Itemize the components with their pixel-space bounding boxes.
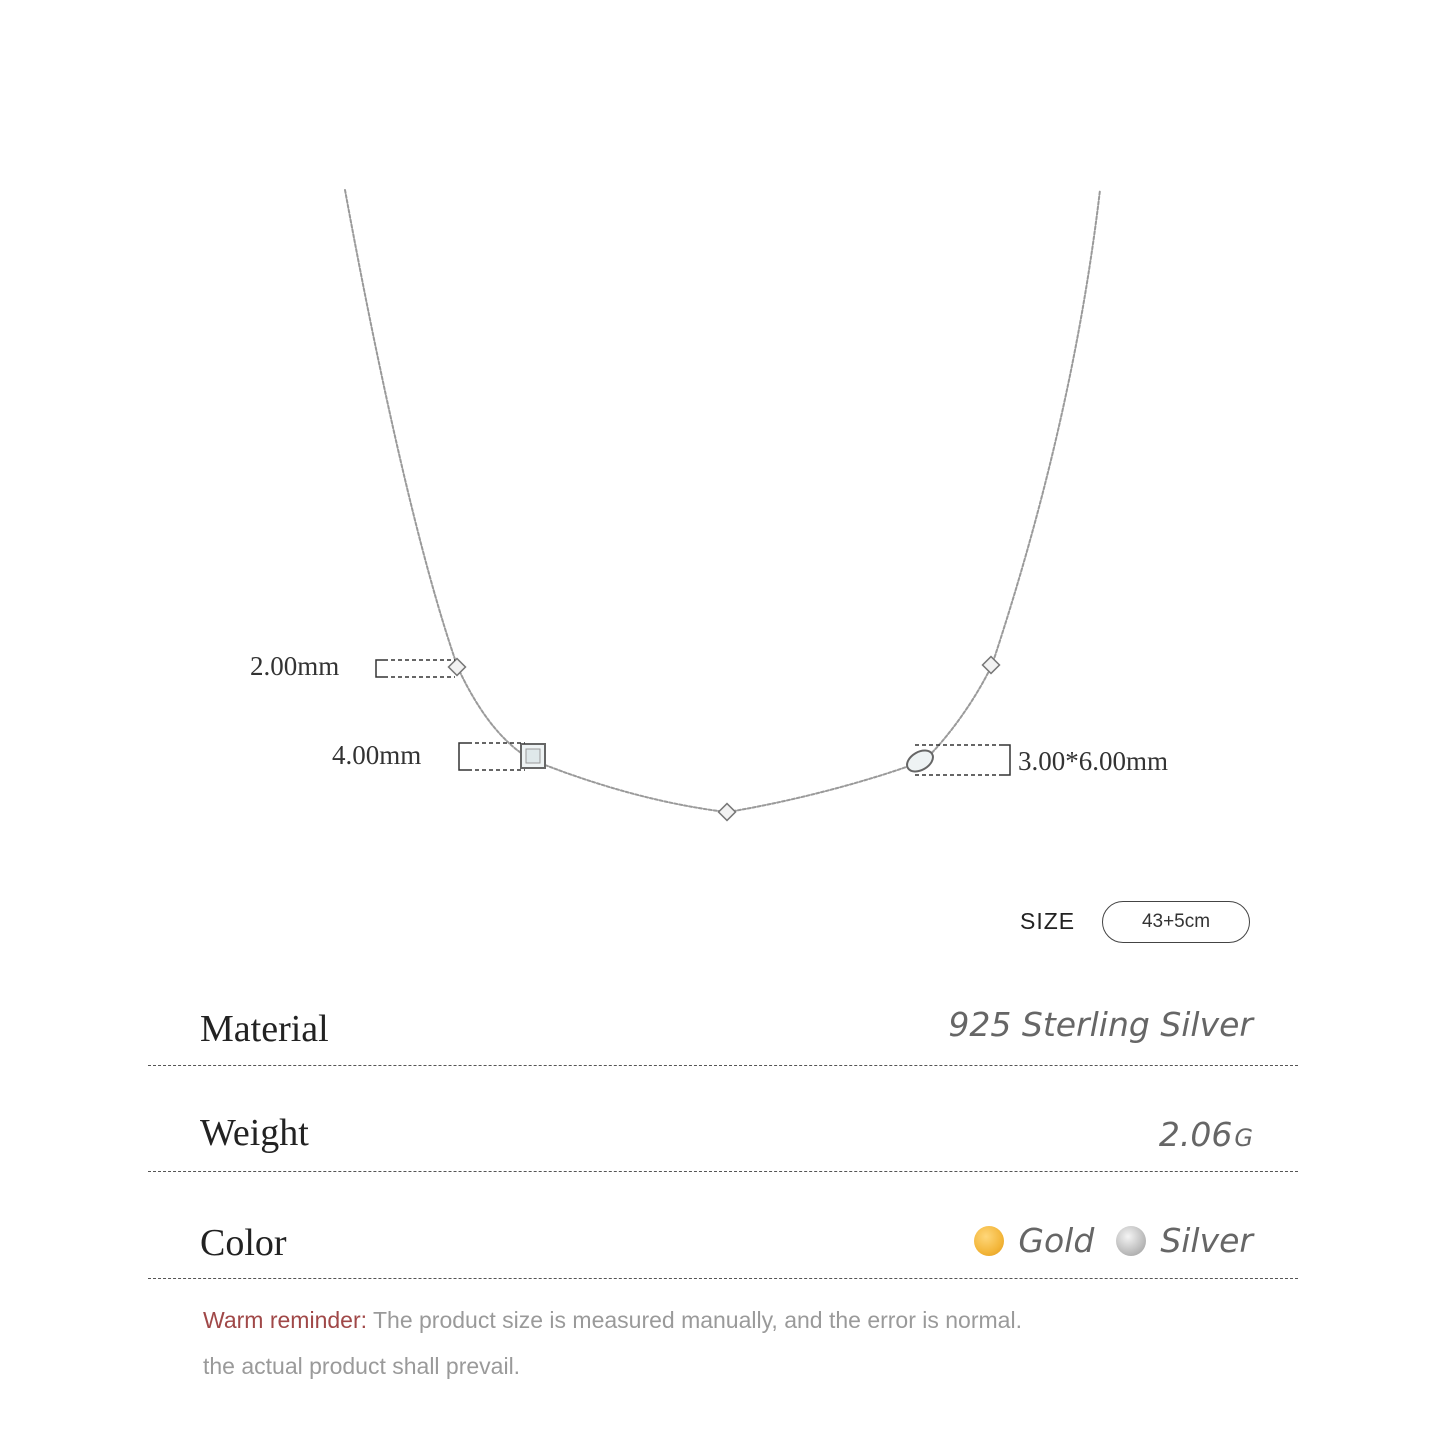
size-option[interactable] — [1102, 901, 1250, 943]
spec-value-material: 925 Sterling Silver — [948, 1005, 1253, 1044]
color-options — [974, 1221, 1253, 1260]
pendant-oval — [903, 746, 936, 776]
dimension-label-oval: 3.00*6.00mm — [1018, 746, 1169, 776]
spec-label-color: Color — [200, 1222, 287, 1264]
bracket-square — [459, 743, 525, 770]
reminder-line-2: the actual product shall prevail. — [203, 1353, 521, 1379]
spec-label-weight: Weight — [200, 1112, 309, 1154]
dimension-label-small: 2.00mm — [250, 651, 340, 681]
dimension-label-square: 4.00mm — [332, 740, 422, 770]
silver-swatch-icon[interactable] — [1116, 1226, 1146, 1256]
size-label: SIZE — [1020, 908, 1076, 934]
color-option-gold[interactable]: Gold — [1018, 1221, 1095, 1260]
color-option-silver[interactable]: Silver — [1160, 1221, 1253, 1260]
spec-row-material — [148, 995, 1298, 1066]
reminder-key: Warm reminder: — [203, 1307, 367, 1333]
size-value: 43+5cm — [1141, 911, 1211, 932]
reminder-text-1: The product size is measured manually, and the error is normal. — [372, 1307, 1022, 1333]
spec-row-color — [148, 1207, 1298, 1279]
chain-left — [345, 190, 532, 760]
chain-center-right — [728, 765, 912, 812]
reminder-line-1 — [203, 1307, 1022, 1334]
pendant-small-left — [449, 659, 466, 676]
spec-row-weight — [148, 1101, 1298, 1172]
spec-label-material: Material — [200, 1008, 329, 1050]
chain-right — [925, 190, 1100, 760]
bracket-small — [376, 660, 455, 677]
chain-center-left — [545, 765, 726, 812]
pendant-square — [521, 744, 545, 768]
pendant-center — [719, 804, 736, 821]
weight-unit: G — [1234, 1123, 1253, 1152]
gold-swatch-icon[interactable] — [974, 1226, 1004, 1256]
pendant-small-right — [983, 657, 1000, 674]
spec-value-weight — [1159, 1115, 1253, 1154]
weight-number: 2.06 — [1158, 1115, 1233, 1154]
